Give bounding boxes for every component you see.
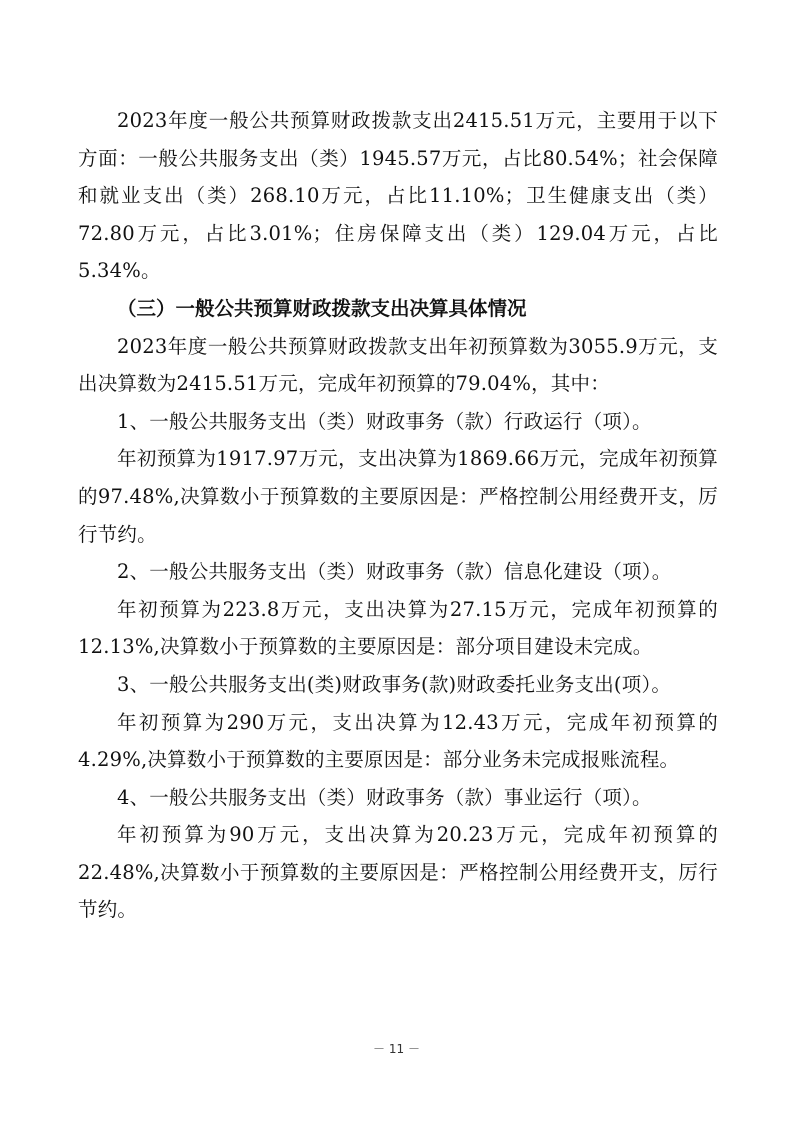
item-detail-4: 年初预算为90万元，支出决算为20.23万元，完成年初预算的22.48%,决算数小于预算数的主要原因是：严格控制公用经费开支，厉行节约。 <box>78 823 718 922</box>
paragraph-expenditure-summary: 2023年度一般公共预算财政拨款支出2415.51万元，主要用于以下方面：一般公共服务支出（类）1945.57万元，占比80.54%；社会保障和就业支出（类）268.10万元，占比11.10%；卫生健康支出（类）72.80万元，占比3.01%；住房保障支出（类）129.04万元，占比5.34%。 <box>78 109 718 283</box>
item-heading-4: 4、一般公共服务支出（类）财政事务（款）事业运行（项）。 <box>117 785 652 809</box>
page-number: － 11 － <box>373 1042 420 1056</box>
document-body <box>78 102 718 929</box>
item-detail-1: 年初预算为1917.97万元，支出决算为1869.66万元，完成年初预算的97.48%,决算数小于预算数的主要原因是：严格控制公用经费开支，厉行节约。 <box>78 447 718 546</box>
item-heading-1: 1、一般公共服务支出（类）财政事务（款）行政运行（项）。 <box>117 409 652 433</box>
paragraph-budget-overview: 2023年度一般公共预算财政拨款支出年初预算数为3055.9万元，支出决算数为2415.51万元，完成年初预算的79.04%，其中： <box>78 334 718 396</box>
item-detail-2: 年初预算为223.8万元，支出决算为27.15万元，完成年初预算的12.13%,决算数小于预算数的主要原因是：部分项目建设未完成。 <box>78 597 718 659</box>
item-heading-2: 2、一般公共服务支出（类）财政事务（款）信息化建设（项）。 <box>117 560 672 584</box>
item-detail-3: 年初预算为290万元，支出决算为12.43万元，完成年初预算的4.29%,决算数小于预算数的主要原因是：部分业务未完成报账流程。 <box>78 710 718 772</box>
item-heading-3: 3、一般公共服务支出(类)财政事务(款)财政委托业务支出(项）。 <box>117 672 672 696</box>
section-heading: （三）一般公共预算财政拨款支出决算具体情况 <box>117 296 527 320</box>
